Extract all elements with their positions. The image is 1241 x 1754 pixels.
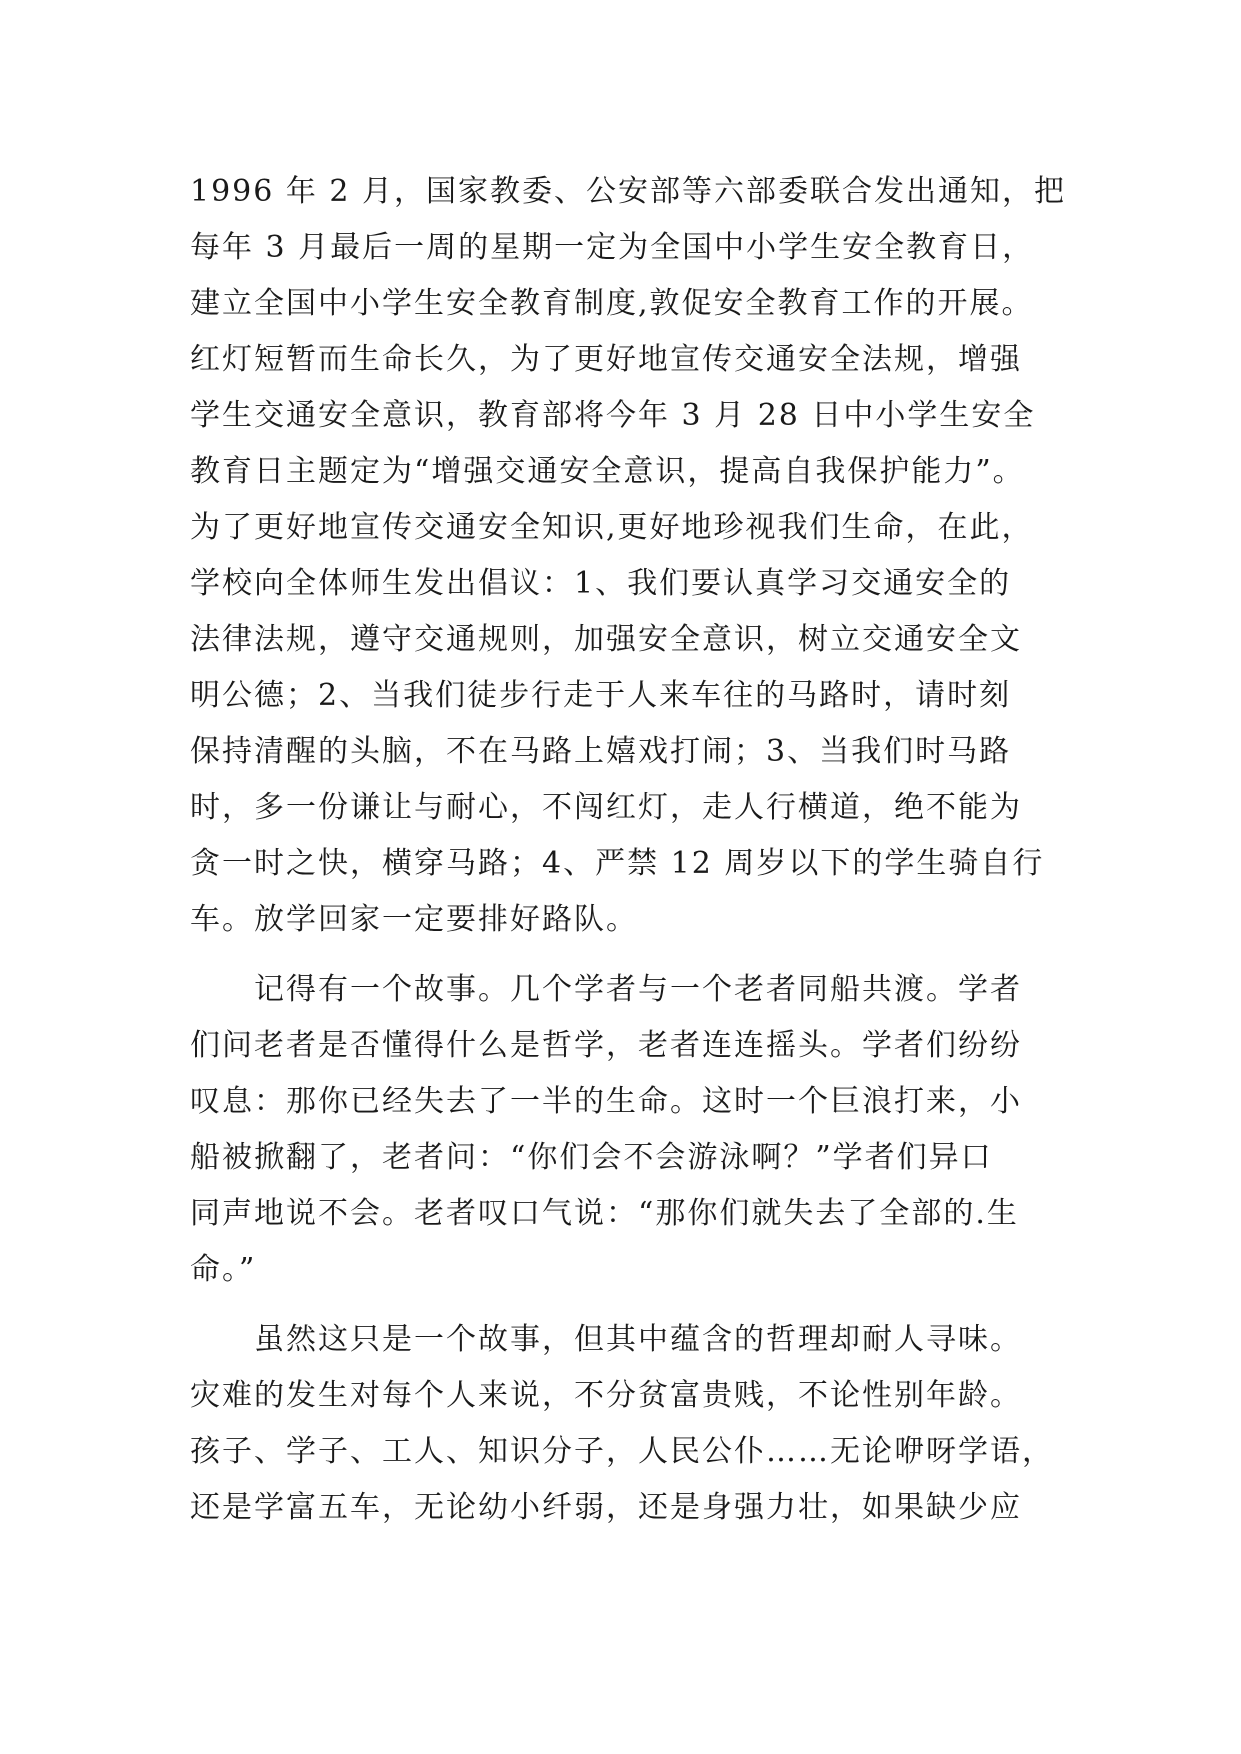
text-line: 船被掀翻了，老者问：“你们会不会游泳啊？”学者们异口: [190, 1140, 993, 1175]
text-line: 灾难的发生对每个人来说，不分贫富贵贱，不论性别年龄。: [190, 1378, 1022, 1413]
text-line: 虽然这只是一个故事，但其中蕴含的哲理却耐人寻味。: [190, 1322, 1022, 1357]
text-line: 同声地说不会。老者叹口气说：“那你们就失去了全部的.生: [190, 1196, 1019, 1231]
text-line: 红灯短暂而生命长久，为了更好地宣传交通安全法规，增强: [190, 342, 1022, 377]
text-line: 每年 3 月最后一周的星期一定为全国中小学生安全教育日，: [190, 230, 1035, 265]
text-line: 保持清醒的头脑，不在马路上嬉戏打闹；3、当我们时马路: [190, 734, 1012, 769]
text-line: 学校向全体师生发出倡议：1、我们要认真学习交通安全的: [190, 566, 1012, 601]
paragraph-gap: [190, 1298, 1090, 1312]
text-line: 明公德；2、当我们徒步行走于人来车往的马路时，请时刻: [190, 678, 1012, 713]
text-line: 为了更好地宣传交通安全知识,更好地珍视我们生命，在此，: [190, 510, 1034, 545]
text-line: 学生交通安全意识，教育部将今年 3 月 28 日中小学生安全: [190, 398, 1036, 433]
text-line: 命。”: [190, 1252, 257, 1287]
text-line: 记得有一个故事。几个学者与一个老者同船共渡。学者: [190, 972, 1022, 1007]
text-line: 车。放学回家一定要排好路队。: [190, 902, 638, 937]
text-line: 法律法规，遵守交通规则，加强安全意识，树立交通安全文: [190, 622, 1022, 657]
text-line: 孩子、学子、工人、知识分子，人民公仆……无论咿呀学语，: [190, 1434, 1054, 1469]
text-line: 时，多一份谦让与耐心，不闯红灯，走人行横道，绝不能为: [190, 790, 1022, 825]
text-line: 叹息：那你已经失去了一半的生命。这时一个巨浪打来，小: [190, 1084, 1022, 1119]
text-line: 1996 年 2 月，国家教委、公安部等六部委联合发出通知，把: [190, 174, 1067, 209]
text-line: 还是学富五车，无论幼小纤弱，还是身强力壮，如果缺少应: [190, 1490, 1022, 1525]
text-line: 们问老者是否懂得什么是哲学，老者连连摇头。学者们纷纷: [190, 1028, 1022, 1063]
text-line: 贪一时之快，横穿马路；4、严禁 12 周岁以下的学生骑自行: [190, 846, 1045, 881]
document-body: [190, 164, 1090, 1536]
text-line: 建立全国中小学生安全教育制度,敦促安全教育工作的开展。: [190, 286, 1034, 321]
paragraph-gap: [190, 948, 1090, 962]
text-line: 教育日主题定为“增强交通安全意识，提高自我保护能力”。: [190, 454, 1025, 489]
